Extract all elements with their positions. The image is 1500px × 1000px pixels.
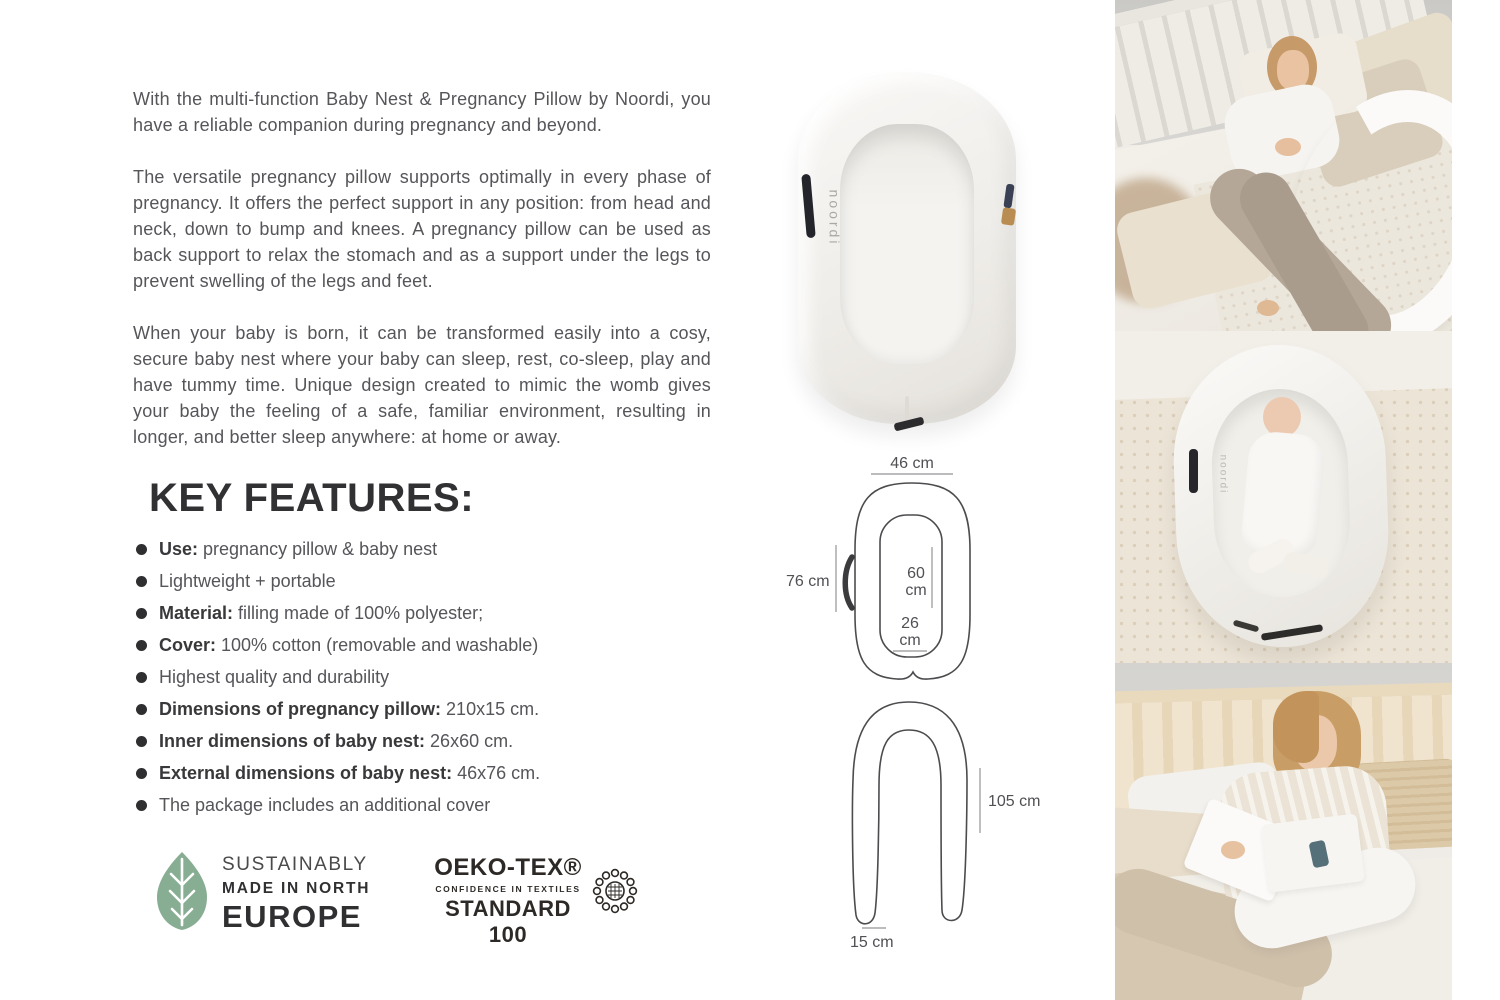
bullet-icon [136,576,147,587]
feature-item-additional-cover: The package includes an additional cover [136,793,711,818]
feature-item-material: Material: filling made of 100% polyester; [136,601,711,626]
woman-foot [1257,300,1279,316]
intro-paragraph-3: When your baby is born, it can be transformed easily into a cosy, secure baby nest where your baby can sleep, rest, co-sleep, play and have tummy time. Unique design created to mimic the womb gives your baby the feeling of a safe, familiar environment, resulting in longer, and better sleep anywhere: at home or away. [133,323,711,447]
label-inner-height-unit: cm [905,582,927,599]
label-inner-width-unit: cm [899,632,921,649]
feature-item-external-dimensions: External dimensions of baby nest: 46x76 cm. [136,761,711,786]
feature-item-inner-dimensions: Inner dimensions of baby nest: 26x60 cm. [136,729,711,754]
product-photo-baby-nest [798,72,1016,424]
label-width: 46 cm [890,455,934,472]
features-list [133,537,711,818]
pillow-outline [852,702,967,924]
diagram-pillow-unfolded [790,685,1070,960]
photo-baby-in-nest [1115,331,1452,663]
baby-head [1263,397,1301,437]
woman-hand [1221,841,1245,859]
sustainable-badge [155,851,370,935]
feature-item-quality: Highest quality and durability [136,665,711,690]
sustainable-line2: MADE IN NORTH [222,880,371,897]
bullet-icon [136,672,147,683]
intro-paragraph-2: The versatile pregnancy pillow supports optimally in every phase of pregnancy. It offers the perfect support in any position: from head and neck, down to bump and knees. A pregnancy pillow can be used as back support to relax the stomach and as a support under the legs to prevent swelling of the legs and feet. [133,167,711,291]
bullet-icon [136,736,147,747]
woman-hand [1275,138,1301,156]
bullet-icon [136,544,147,555]
nest-brand-label: noordi [826,189,843,247]
bullet-icon [136,768,147,779]
label-inner-height-value: 60 [907,565,925,582]
bullet-icon [136,608,147,619]
description-column [133,86,711,825]
nest-brand-label: noordi [1217,454,1229,495]
bullet-icon [136,704,147,715]
oekotex-name: OEKO-TEX® [434,854,582,881]
photo-woman-reading [1115,663,1452,1000]
nest-handle [1189,449,1198,493]
feature-item-use: Use: pregnancy pillow & baby nest [136,537,711,562]
nest-handle-mark [845,557,852,608]
oekotex-tagline: CONFIDENCE IN TEXTILES [435,884,581,894]
leaf-icon [155,851,209,931]
sustainable-line1: SUSTAINABLY [222,854,368,875]
photo-column [1115,0,1452,1000]
feature-item-pillow-dimensions: Dimensions of pregnancy pillow: 210x15 cm. [136,697,711,722]
nest-mattress [840,124,974,364]
nest-leather-tag [1001,207,1016,226]
label-height: 76 cm [786,573,830,590]
photo-pregnancy-pillow [1115,0,1452,331]
label-width: 15 cm [850,934,894,951]
nest-bottom-cleft [905,396,909,422]
sustainable-line3: EUROPE [222,899,362,934]
bullet-icon [136,640,147,651]
diagram-nest-top-view [770,445,1050,690]
key-features-heading: KEY FEATURES: [149,476,475,520]
oekotex-badge [428,854,588,948]
oekotex-mandala-icon [592,868,638,914]
label-length: 105 cm [988,793,1041,810]
label-inner-width-value: 26 [901,615,919,632]
feature-item-cover: Cover: 100% cotton (removable and washable) [136,633,711,658]
oekotex-standard: STANDARD 100 [445,896,571,947]
intro-paragraph-1: With the multi-function Baby Nest & Pregnancy Pillow by Noordi, you have a reliable companion during pregnancy and beyond. [133,89,711,135]
bullet-icon [136,800,147,811]
feature-item-lightweight: Lightweight + portable [136,569,711,594]
